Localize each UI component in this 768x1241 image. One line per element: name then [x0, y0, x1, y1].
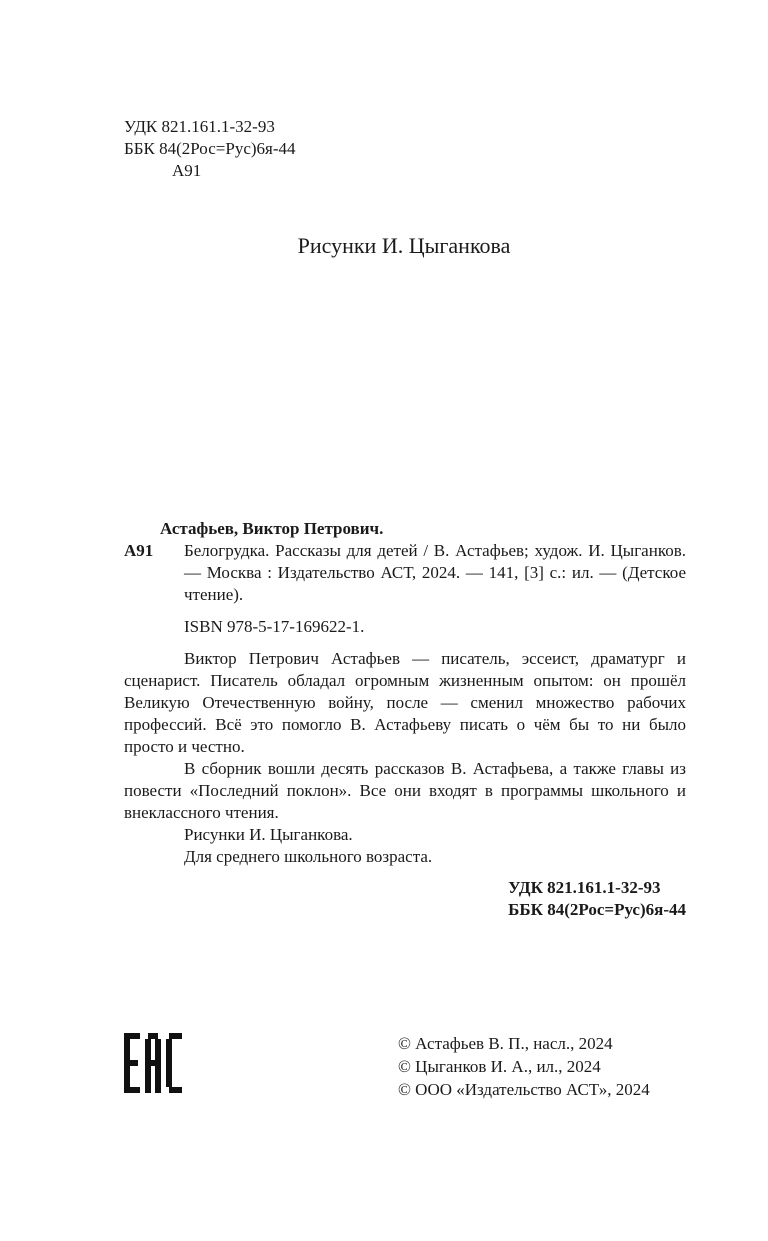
annotation	[124, 648, 686, 868]
annotation-illustrator: Рисунки И. Цыганкова.	[184, 825, 353, 844]
footer-classification-codes	[508, 877, 686, 921]
header-classification-codes	[124, 116, 296, 182]
bbk-code: ББК 84(2Рос=Рус)6я-44	[124, 139, 296, 158]
annotation-paragraph: В сборник вошли десять рассказов В. Астафьева, а также главы из повести «Последний поклон». Все они входят в программы школьного и внеклассного чтения.	[124, 759, 686, 822]
catalog-entry	[124, 540, 686, 606]
catalog-description: Белогрудка. Рассказы для детей / В. Астафьев; худож. И. Цыганков. — Москва : Издательство АСТ, 2024. — 141, [3] с.: ил. — (Детское чтение).	[184, 541, 686, 604]
annotation-paragraph: Виктор Петрович Астафьев — писатель, эссеист, драматург и сценарист. Писатель обладал огромным жизненным опытом: он прошёл Великую Отечественную войну, после — сменил множество рабочих профессий. Всё это помогло В. Астафьеву писать о чём бы то ни было просто и честно.	[124, 649, 686, 756]
illustrator-credit: Рисунки И. Цыганкова	[297, 233, 511, 258]
copyright-line: © ООО «Издательство АСТ», 2024	[398, 1080, 650, 1099]
eac-mark-icon	[124, 1033, 182, 1093]
udk-code: УДК 821.161.1-32-93	[508, 878, 661, 897]
catalog-label: А91	[124, 541, 154, 560]
udk-code: УДК 821.161.1-32-93	[124, 117, 275, 136]
isbn: ISBN 978-5-17-169622-1.	[184, 617, 365, 636]
author-mark: А91	[172, 161, 202, 180]
annotation-age: Для среднего школьного возраста.	[184, 847, 433, 866]
copyright-line: © Цыганков И. А., ил., 2024	[398, 1057, 601, 1076]
bbk-code: ББК 84(2Рос=Рус)6я-44	[508, 900, 686, 919]
catalog-author: Астафьев, Виктор Петрович.	[160, 519, 384, 538]
catalog-card	[124, 518, 686, 868]
copyright-block	[398, 1032, 650, 1101]
copyright-line: © Астафьев В. П., насл., 2024	[398, 1034, 613, 1053]
